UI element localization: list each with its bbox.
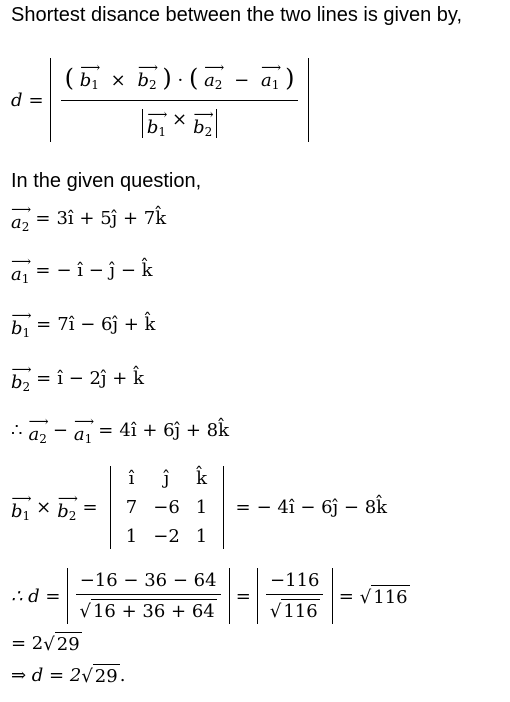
formula-lhs: d — [11, 89, 23, 111]
eq-a1: ⟶ $a_1$ = − î − ĵ − k̂ — [11, 254, 153, 286]
eq-a2-rhs: 3î + 5ĵ + 7k̂ — [56, 208, 167, 229]
formula-denominator: ⟶ $b_1$ × ⟶ $b_2$ — [138, 101, 221, 138]
eq-b1: ⟶ $b_1$ = 7î − 6ĵ + k̂ — [11, 308, 156, 340]
eq-diff: ∴ ⟶ $a_2$ − ⟶ $a_1$ = 4î + 6ĵ + 8k̂ — [11, 414, 230, 446]
given-label: In the given question, — [11, 170, 202, 192]
eq-a2: ⟶ $a_2$ = 3î + 5ĵ + 7k̂ — [11, 202, 167, 234]
eq-b2-rhs: î − 2ĵ + k̂ — [57, 368, 145, 389]
dcalc-num1: −16 − 36 − 64 — [76, 570, 221, 595]
formula-fraction — [61, 62, 299, 138]
dcalc-prefix: ∴ d = — [11, 585, 61, 607]
dcalc-den2: 116 — [283, 601, 318, 622]
step-1: = 2 √ 29 — [11, 633, 80, 655]
eq-a1-rhs: − î − ĵ − k̂ — [56, 260, 153, 281]
distance-formula: d = ( ⟶ $b_1$ × ⟶ $b_2$ ) · ( ⟶ $a_2$ − ⟶ $a_1$ ) ⟶ $b_1$ × ⟶ $b_2$ — [11, 44, 309, 156]
formula-abs — [50, 58, 310, 142]
eq-diff-rhs: 4î + 6ĵ + 8k̂ — [119, 420, 230, 441]
cross-determinant: î ĵ k̂ 7 −6 1 1 −2 1 — [110, 466, 224, 549]
dcalc-den1: 16 + 36 + 64 — [92, 601, 215, 622]
dcalc-result: 116 — [373, 586, 408, 608]
eq-b1-rhs: 7î − 6ĵ + k̂ — [57, 314, 156, 335]
eq-b2: ⟶ $b_2$ = î − 2ĵ + k̂ — [11, 362, 145, 394]
intro-text: Shortest disance between the two lines is given by, — [11, 4, 462, 26]
dcalc-num2: −116 — [266, 570, 323, 595]
step-2: ⇒ d = 2 √ 29 . — [11, 665, 126, 687]
formula-numerator: ( ⟶ $b_1$ × ⟶ $b_2$ ) · ( ⟶ $a_2$ − ⟶ $a_1$ ) — [61, 62, 299, 101]
eq-cross: ⟶ $b_1$ × ⟶ $b_2$ = î ĵ k̂ 7 −6 1 1 −2 1 = − 4î − 6ĵ − 8k̂ — [11, 468, 388, 547]
d-calculation: ∴ d = −16 − 36 − 64 √ 16 + 36 + 64 = −116 √ 116 = √ 116 — [11, 570, 408, 622]
cross-rhs: − 4î − 6ĵ − 8k̂ — [256, 497, 388, 518]
